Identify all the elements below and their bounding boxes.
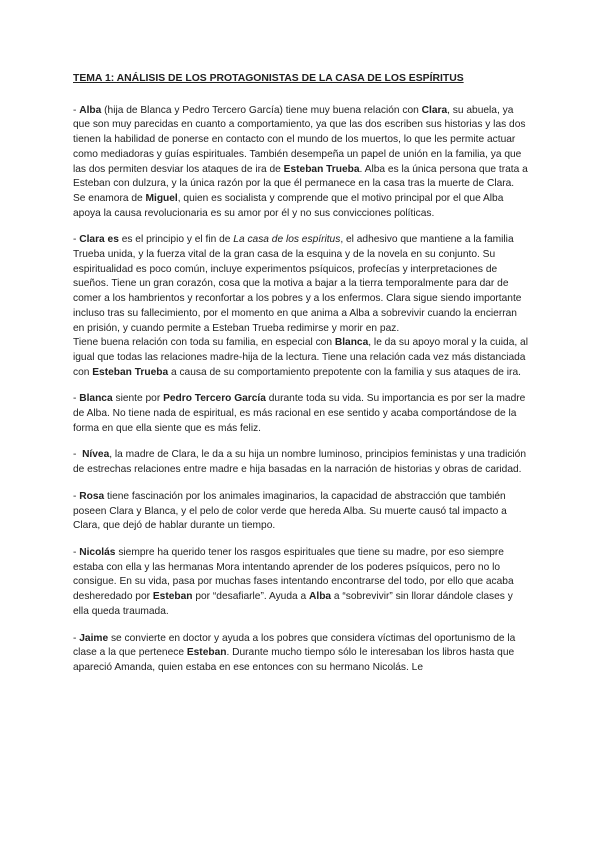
- text: se convierte en doctor y ayuda a los pobres que considera víctimas del oportunismo de la clase a la que pertenece: [73, 632, 516, 659]
- spacer: [73, 221, 529, 233]
- spacer: [73, 534, 529, 546]
- name-esteban-trueba: Esteban Trueba: [283, 163, 360, 175]
- text: . Durante mucho tiempo sólo le interesaban los libros hasta que apareció Amanda, quien estaba en ese entonces con su hermano Nicolás. Le: [73, 647, 515, 673]
- dash: -: [73, 234, 80, 246]
- text: a “sobrevivir” sin llorar dándole clases y ella queda traumada.: [73, 591, 513, 617]
- text: es el principio y el fin de: [118, 234, 234, 246]
- name-esteban: Esteban: [152, 591, 193, 603]
- name-pedro-tercero: Pedro Tercero García: [163, 393, 266, 405]
- name-rosa: Rosa: [79, 490, 105, 502]
- text: , la madre de Clara, le da a su hija un nombre luminoso, principios feministas y una tradición de estrechas relaciones entre madre e hija basadas en la narración de historias y obras de caridad.: [73, 449, 527, 476]
- paragraph-alba-2: [73, 192, 529, 221]
- name-esteban: Esteban: [186, 647, 227, 659]
- name-blanca: Blanca: [79, 393, 113, 405]
- spacer: [73, 380, 529, 392]
- name-miguel: Miguel: [145, 192, 178, 204]
- paragraph-alba: [73, 104, 529, 192]
- document-title: TEMA 1: ANÁLISIS DE LOS PROTAGONISTAS DE LA CASA DE LOS ESPÍRITUS: [73, 73, 464, 84]
- text: , el adhesivo que mantiene a la familia Trueba unida, y la fuerza vital de la gran casa de la esquina y de la novela en su conjunto. Su espiritualidad es poco común, incluye experimentos psíquicos, profecías y interpretaciones de sueños. Tiene un gran corazón, cosa que la motiva a bajar a la tierra temporalmente para dar de comer a los hambrientos y reconfortar a los pobres y a los enfermos. Clara sigue siendo importante incluso tras su fallecimiento, por el momento en que anima a Alba a sobrevivir cuando la encierran en prisión, y cuando permite a Esteban Trueba redimirse y morir en paz.: [73, 234, 522, 334]
- paragraph-clara-2: [73, 336, 529, 380]
- name-jaime: Jaime: [79, 632, 109, 644]
- text: tiene fascinación por los animales imaginarios, la capacidad de abstracción que también poseen Clara y Blanca, y el pelo de color verde que hereda Alba. Su muerte causó tal impacto a Clara, que dejó de hablar durante un tiempo.: [73, 490, 507, 532]
- text: Tiene buena relación con toda su familia, en especial con: [73, 337, 335, 349]
- name-nivea: Nívea: [82, 449, 110, 461]
- dash: -: [73, 393, 80, 405]
- name-alba: Alba: [79, 104, 102, 116]
- paragraph-nivea: [73, 448, 529, 477]
- document-page: [73, 72, 529, 676]
- text: Se enamora de: [73, 192, 146, 204]
- dash: -: [73, 632, 80, 644]
- name-esteban-trueba: Esteban Trueba: [92, 366, 169, 378]
- text: , le da su apoyo moral y la cuida, al igual que todas las relaciones madre-hija de la lectura. Tiene una relación cada vez más distanciada con: [73, 337, 528, 378]
- name-clara-es: Clara es: [79, 234, 119, 246]
- dash: -: [73, 546, 80, 558]
- text: siempre ha querido tener los rasgos espirituales que tiene su madre, por eso siempre estaba con ella y las hermanas Mora intentando aprender de los poderes psíquicos, pero no lo consigue. En su vida, pasa por muchas fases intentando encontrarse del todo, por ello que acaba desheredado por: [73, 546, 514, 603]
- spacer: [73, 620, 529, 632]
- text: siente por: [112, 393, 164, 405]
- spacer: [73, 436, 529, 448]
- spacer: [73, 478, 529, 490]
- name-alba: Alba: [309, 591, 332, 603]
- name-nicolas: Nicolás: [79, 546, 116, 558]
- name-clara: Clara: [421, 104, 448, 116]
- paragraph-jaime: [73, 632, 529, 676]
- text: . Alba es la única persona que trata a Esteban con dulzura, y la única razón por la que él permanece en la casa tras la muerte de Clara.: [73, 163, 528, 190]
- dash: -: [73, 490, 80, 502]
- text: durante toda su vida. Su importancia es por ser la madre de Alba. No tiene nada de espiritual, es más racional en ese sentido y acaba comportándose de la forma en que ella siente que es más feliz.: [73, 393, 526, 434]
- paragraph-blanca: [73, 392, 529, 436]
- dash: -: [73, 449, 83, 461]
- paragraph-clara: [73, 233, 529, 336]
- text: , su abuela, ya que son muy parecidas en cuanto a comportamiento, ya que las dos escriben sus historias y las dos tienen la habilidad de ponerse en contacto con el mundo de los muertos, lo que les permite actuar como mediadoras y guías espirituales. También desempeña un papel de unión en la familia, ya que las dos permiten desviar los ataques de ira de: [73, 104, 526, 175]
- text: a causa de su comportamiento prepotente con la familia y sus ataques de ira.: [168, 366, 521, 378]
- name-blanca: Blanca: [334, 337, 369, 349]
- paragraph-nicolas: [73, 546, 529, 620]
- text: (hija de Blanca y Pedro Tercero García) tiene muy buena relación con: [101, 104, 422, 116]
- text: por “desafiarle”. Ayuda a: [192, 591, 309, 603]
- dash: -: [73, 104, 80, 116]
- paragraph-rosa: [73, 490, 529, 534]
- book-title: La casa de los espíritus: [233, 234, 341, 246]
- text: , quien es socialista y comprende que el motivo principal por el que Alba apoya la causa revolucionaria es su amor por él y no sus convicciones políticas.: [73, 192, 504, 219]
